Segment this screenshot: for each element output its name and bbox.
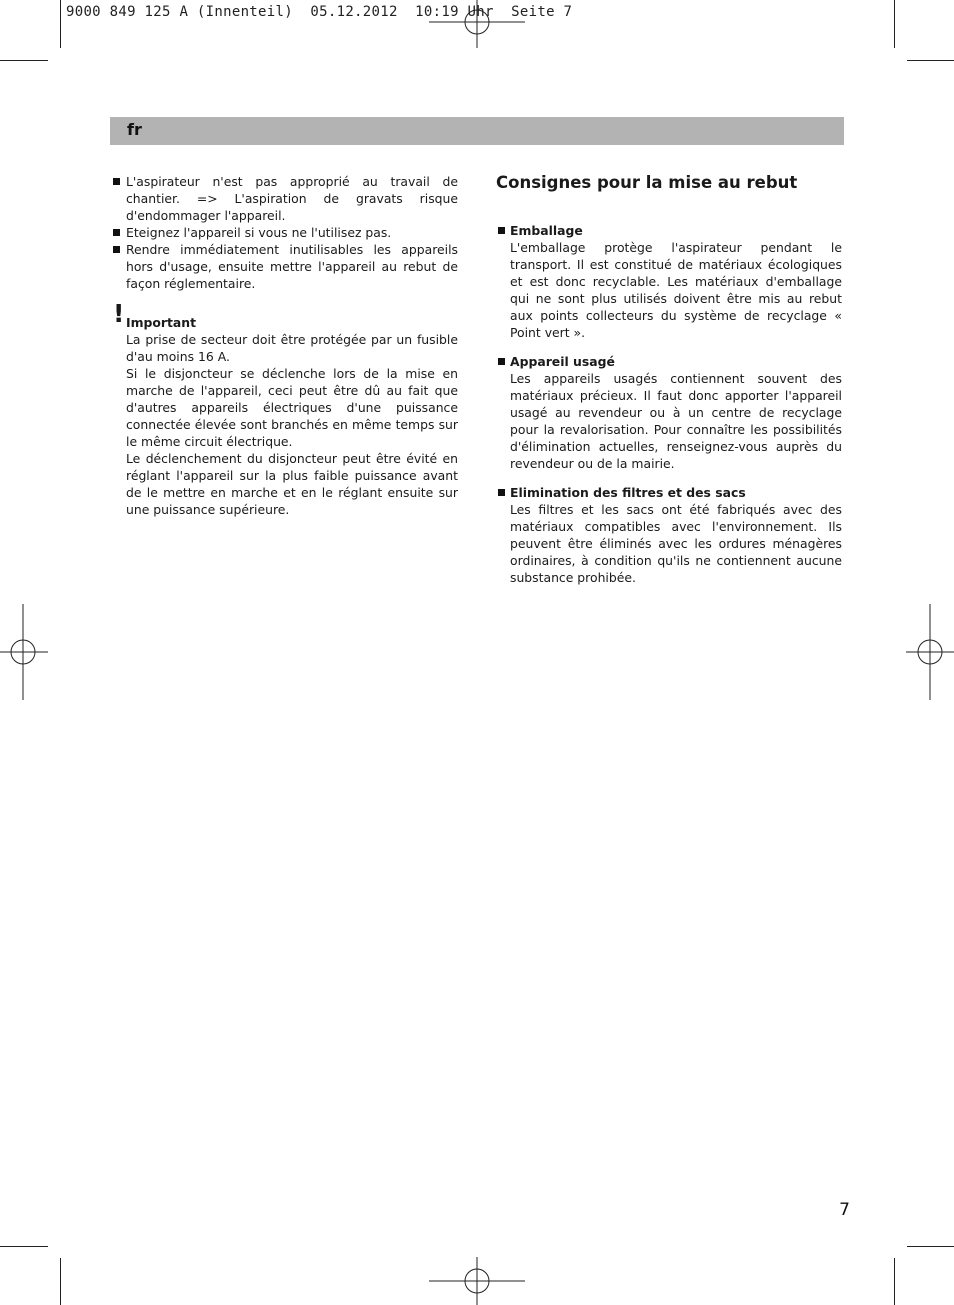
section-body: L'emballage protège l'aspirateur pendant le transport. Il est constitué de matériaux écologiques et est donc recyclable. Les matériaux d'emballage qui ne sont plus utilisés doivent être mis au rebut aux points collecteurs du système de recyclage « Point vert ».: [510, 240, 842, 340]
important-paragraph: Si le disjoncteur se déclenche lors de la mise en marche de l'appareil, ceci peut être dû au fait que d'autres appareils électriques d'une puissance connectée élevée sont branchés en même temps sur le même circuit électrique.: [126, 366, 458, 449]
section-title: Appareil usagé: [510, 354, 615, 369]
list-item: [110, 173, 458, 224]
crop-mark: [0, 1246, 48, 1247]
crop-mark: [894, 0, 895, 48]
section-body: Les filtres et les sacs ont été fabriqués avec des matériaux compatibles avec l'environnement. Ils peuvent être éliminés avec les ordures ménagères ordinaires, à condition qu'ils ne contiennent aucune substance prohibée.: [510, 502, 842, 585]
list-item-text: L'aspirateur n'est pas approprié au travail de chantier. => L'aspiration de gravats risque d'endommager l'appareil.: [126, 174, 458, 223]
list-item-text: Eteignez l'appareil si vous ne l'utilisez pas.: [126, 225, 392, 240]
right-column: [496, 173, 842, 586]
crop-mark: [60, 0, 61, 48]
warning-exclamation-icon: !: [113, 299, 125, 328]
crop-mark: [894, 1258, 895, 1305]
section-body: Les appareils usagés contiennent souvent des matériaux précieux. Il faut donc apporter l'appareil usagé au revendeur ou à un centre de recyclage pour la revalorisation. Pour connaître les possibilités d'élimination actuelles, renseignez-vous auprès du revendeur ou de la mairie.: [510, 371, 842, 471]
crop-mark: [907, 60, 954, 61]
section-heading: Consignes pour la mise au rebut: [496, 173, 798, 192]
registration-mark-top: [429, 0, 525, 48]
important-note: [110, 299, 458, 518]
bullet-square-icon: [113, 229, 120, 236]
print-slug: 9000 849 125 A (Innenteil) 05.12.2012 10:19 Uhr Seite 7: [66, 4, 573, 20]
crop-mark: [60, 1258, 61, 1305]
bullet-square-icon: [498, 227, 505, 234]
language-label: fr: [127, 120, 142, 139]
crop-mark: [0, 60, 48, 61]
important-paragraph: Le déclenchement du disjoncteur peut être évité en réglant l'appareil sur la plus faible puissance avant de le mettre en marche et en le réglant ensuite sur une puissance supérieure.: [126, 451, 458, 517]
important-paragraph: La prise de secteur doit être protégée par un fusible d'au moins 16 A.: [126, 332, 458, 364]
crop-mark: [907, 1246, 954, 1247]
registration-mark-bottom: [429, 1257, 525, 1305]
language-header-bar: [110, 117, 844, 145]
list-item: [110, 241, 458, 292]
page-number: 7: [839, 1200, 850, 1220]
bullet-square-icon: [113, 178, 120, 185]
section-title: Emballage: [510, 223, 583, 238]
disposal-section-emballage: [496, 222, 842, 341]
important-title: Important: [126, 315, 197, 330]
list-item-text: Rendre immédiatement inutilisables les appareils hors d'usage, ensuite mettre l'appareil au rebut de façon réglementaire.: [126, 242, 458, 291]
disposal-section-appareil-usage: [496, 353, 842, 472]
bullet-square-icon: [113, 246, 120, 253]
bullet-square-icon: [498, 358, 505, 365]
registration-mark-right: [906, 604, 954, 700]
list-item: [110, 224, 458, 241]
section-title: Elimination des filtres et des sacs: [510, 485, 746, 500]
registration-mark-left: [0, 604, 48, 700]
bullet-square-icon: [498, 489, 505, 496]
left-column: [110, 173, 458, 518]
disposal-section-filtres-sacs: [496, 484, 842, 586]
